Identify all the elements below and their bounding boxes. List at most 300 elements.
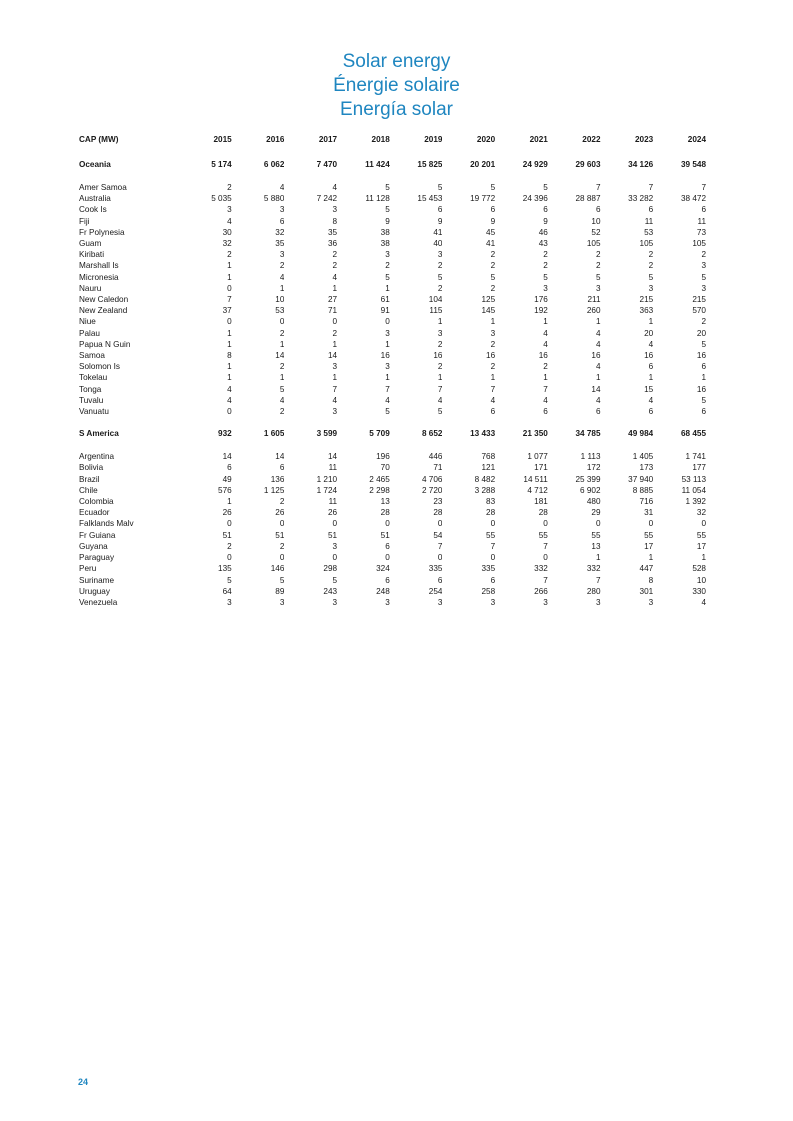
country-value: 51: [327, 530, 338, 540]
country-value: 104: [428, 295, 443, 305]
country-value: 1: [595, 373, 601, 383]
country-name: Australia: [79, 194, 111, 204]
country-value: 3: [701, 261, 706, 271]
country-name: Papua N Guin: [79, 339, 131, 349]
country-value: 570: [692, 306, 706, 316]
year-header: 2022: [582, 135, 601, 144]
country-value: 9: [490, 216, 496, 226]
country-value: 1: [701, 553, 706, 563]
country-name: Brazil: [79, 474, 100, 484]
country-value: 3: [385, 250, 390, 260]
country-value: 0: [227, 407, 232, 417]
country-value: 0: [279, 519, 285, 529]
country-value: 1 113: [580, 452, 601, 462]
country-value: 2: [595, 250, 601, 260]
country-value: 254: [428, 586, 443, 596]
country-value: 5: [701, 395, 706, 405]
country-value: 15 453: [417, 194, 443, 204]
region-total-value: 5 709: [369, 429, 390, 439]
country-value: 7: [543, 575, 548, 585]
country-value: 4: [385, 395, 390, 405]
country-value: 1: [648, 317, 654, 327]
country-value: 176: [534, 295, 548, 305]
country-value: 55: [644, 530, 654, 540]
country-value: 40: [433, 239, 443, 249]
country-value: 1: [227, 362, 232, 372]
country-value: 0: [332, 519, 338, 529]
country-value: 0: [279, 553, 285, 563]
country-value: 16: [644, 351, 654, 361]
country-value: 2: [490, 283, 496, 293]
country-value: 11: [697, 216, 706, 226]
country-value: 14 511: [523, 474, 548, 484]
country-value: 0: [648, 519, 654, 529]
country-value: 4: [701, 597, 706, 607]
country-value: 115: [429, 306, 443, 316]
country-name: Nauru: [79, 283, 102, 293]
country-value: 2: [279, 407, 285, 417]
country-value: 7: [595, 575, 601, 585]
region-total-value: 7 470: [316, 160, 338, 169]
country-value: 2: [332, 261, 338, 271]
country-value: 1: [279, 283, 285, 293]
country-value: 14: [327, 351, 338, 361]
country-value: 16: [591, 351, 601, 361]
country-value: 105: [586, 239, 601, 249]
country-value: 248: [376, 586, 390, 596]
country-value: 83: [486, 497, 496, 507]
country-value: 2: [490, 362, 496, 372]
country-value: 2: [595, 261, 601, 271]
region-total-value: 68 455: [680, 429, 706, 439]
country-value: 13: [591, 541, 601, 551]
capacity-table: [79, 133, 706, 608]
country-value: 4: [595, 339, 601, 349]
year-header: 2024: [687, 135, 706, 144]
country-value: 70: [380, 463, 390, 473]
region-total-value: 13 433: [470, 429, 496, 439]
country-value: 31: [644, 508, 654, 518]
country-value: 332: [586, 564, 601, 574]
country-value: 2 465: [369, 474, 390, 484]
title-spanish: Energía solar: [339, 99, 453, 120]
country-value: 105: [639, 239, 654, 249]
country-value: 2: [279, 261, 285, 271]
country-value: 5: [701, 272, 706, 282]
country-value: 5: [437, 407, 443, 417]
country-value: 2: [279, 497, 285, 507]
country-value: 480: [586, 497, 601, 507]
country-value: 0: [332, 317, 338, 327]
country-value: 181: [534, 497, 548, 507]
year-header: 2023: [634, 135, 654, 144]
country-value: 8: [227, 351, 232, 361]
country-value: 35: [327, 227, 338, 237]
title-english: Solar energy: [342, 51, 451, 72]
country-name: Fiji: [79, 216, 90, 226]
country-value: 10: [591, 216, 601, 226]
country-value: 4: [227, 395, 232, 405]
country-value: 6: [279, 216, 285, 226]
country-value: 3: [332, 205, 338, 215]
country-row: [79, 328, 706, 339]
region-name: Oceania: [79, 160, 111, 169]
country-row: [79, 586, 706, 597]
country-value: 716: [639, 497, 654, 507]
country-value: 335: [481, 564, 496, 574]
country-name: Fr Guiana: [79, 530, 116, 540]
country-value: 2: [437, 261, 443, 271]
country-value: 5 035: [211, 194, 232, 204]
country-value: 2: [437, 283, 443, 293]
country-name: Tonga: [79, 384, 102, 394]
country-value: 2: [490, 261, 496, 271]
year-header: 2018: [371, 135, 390, 144]
country-value: 324: [376, 564, 390, 574]
country-value: 4: [332, 395, 338, 405]
country-value: 1: [227, 497, 232, 507]
country-row: [79, 272, 706, 283]
country-value: 14: [275, 351, 285, 361]
country-value: 6: [648, 205, 654, 215]
region-total-value: 20 201: [470, 160, 496, 169]
page-titles: [0, 50, 793, 122]
country-value: 0: [385, 317, 390, 327]
country-row: [79, 182, 706, 193]
country-name: Marshall Is: [79, 261, 119, 271]
country-value: 3: [543, 597, 548, 607]
country-value: 0: [543, 519, 548, 529]
country-value: 28: [538, 508, 548, 518]
country-value: 1: [543, 317, 548, 327]
country-value: 55: [538, 530, 548, 540]
country-value: 71: [433, 463, 443, 473]
year-header: 2020: [476, 135, 496, 144]
country-value: 280: [586, 586, 601, 596]
country-name: Guyana: [79, 541, 108, 551]
spacer-cell: [79, 441, 706, 451]
country-value: 4: [227, 384, 232, 394]
country-value: 5: [385, 272, 390, 282]
country-value: 6: [648, 407, 654, 417]
country-value: 2 720: [421, 485, 443, 495]
country-value: 6: [437, 205, 443, 215]
country-row: [79, 216, 706, 227]
country-row: [79, 260, 706, 271]
country-value: 2: [437, 339, 443, 349]
country-row: [79, 451, 706, 462]
country-name: Vanuatu: [79, 407, 109, 417]
country-value: 14: [222, 452, 232, 462]
country-value: 5: [385, 407, 390, 417]
country-value: 14: [327, 452, 338, 462]
country-name: Falklands Malv: [79, 519, 134, 529]
country-value: 5 880: [263, 194, 285, 204]
country-name: Kiribati: [79, 250, 105, 260]
country-value: 105: [692, 239, 706, 249]
country-value: 43: [538, 239, 548, 249]
country-value: 55: [591, 530, 601, 540]
country-row: [79, 249, 706, 260]
country-value: 13: [380, 497, 390, 507]
country-value: 6: [385, 541, 390, 551]
country-value: 3: [543, 283, 548, 293]
country-value: 3: [437, 250, 443, 260]
country-value: 1: [701, 373, 706, 383]
country-value: 10: [275, 295, 285, 305]
country-value: 4 712: [527, 485, 548, 495]
country-value: 5: [701, 339, 706, 349]
country-value: 5: [648, 272, 654, 282]
country-row: [79, 204, 706, 215]
country-row: [79, 474, 706, 485]
country-value: 1 741: [685, 452, 706, 462]
country-row: [79, 530, 706, 541]
country-value: 30: [222, 227, 232, 237]
country-row: [79, 395, 706, 406]
country-row: [79, 384, 706, 395]
country-value: 4: [543, 328, 548, 338]
country-row: [79, 597, 706, 608]
country-name: Uruguay: [79, 586, 110, 596]
region-total-value: 34 126: [628, 160, 654, 169]
country-value: 20: [644, 328, 654, 338]
country-value: 20: [696, 328, 706, 338]
region-total-value: 24 929: [522, 160, 548, 169]
country-value: 7: [437, 384, 443, 394]
country-value: 1: [227, 261, 232, 271]
country-value: 0: [490, 553, 496, 563]
country-value: 1: [227, 328, 232, 338]
country-row: [79, 552, 706, 563]
country-value: 4: [543, 395, 548, 405]
country-row: [79, 305, 706, 316]
country-value: 11 054: [681, 485, 706, 495]
country-value: 0: [437, 553, 443, 563]
country-value: 171: [534, 463, 548, 473]
country-value: 11: [328, 497, 338, 507]
country-name: New Zealand: [79, 306, 128, 316]
country-value: 5: [490, 183, 496, 192]
country-value: 192: [534, 306, 548, 316]
country-value: 1: [385, 339, 390, 349]
country-value: 121: [481, 463, 496, 473]
region-total-value: 29 603: [575, 160, 601, 169]
country-value: 38: [380, 239, 390, 249]
country-value: 1: [648, 373, 654, 383]
country-value: 28: [433, 508, 443, 518]
country-value: 135: [218, 564, 232, 574]
country-value: 64: [222, 586, 232, 596]
country-name: Niue: [79, 317, 96, 327]
country-row: [79, 541, 706, 552]
table-header-row: [79, 133, 706, 147]
country-value: 27: [327, 295, 338, 305]
country-value: 2: [543, 250, 548, 260]
region-total-value: 6 062: [263, 160, 285, 169]
spacer-row: [79, 172, 706, 182]
country-value: 5: [543, 272, 548, 282]
country-value: 332: [534, 564, 548, 574]
country-value: 2: [701, 250, 706, 260]
country-value: 4: [648, 395, 654, 405]
country-value: 4: [595, 362, 601, 372]
country-name: Solomon Is: [79, 362, 120, 372]
country-value: 3: [385, 597, 390, 607]
region-total-value: 21 350: [522, 429, 548, 439]
country-value: 9: [437, 216, 443, 226]
year-header: 2016: [266, 135, 285, 144]
country-value: 6: [227, 463, 232, 473]
country-value: 16: [696, 384, 706, 394]
country-value: 0: [227, 317, 232, 327]
region-total-row: [79, 427, 706, 441]
country-value: 2: [385, 261, 390, 271]
country-value: 6: [648, 362, 654, 372]
country-value: 3: [279, 205, 285, 215]
country-name: Bolivia: [79, 463, 104, 473]
region-total-value: 39 548: [680, 160, 706, 169]
year-header: 2015: [213, 135, 232, 144]
spacer-cell: [79, 172, 706, 182]
country-value: 9: [385, 216, 390, 226]
country-value: 4: [490, 395, 496, 405]
country-value: 172: [586, 463, 601, 473]
country-value: 5: [227, 575, 232, 585]
country-value: 91: [380, 306, 390, 316]
country-value: 3: [595, 283, 601, 293]
title-french: Énergie solaire: [333, 75, 460, 96]
country-value: 446: [428, 452, 443, 462]
country-value: 6: [595, 205, 601, 215]
country-value: 2: [490, 339, 496, 349]
country-value: 6: [279, 463, 285, 473]
country-value: 6: [595, 407, 601, 417]
country-value: 1 210: [316, 474, 338, 484]
country-value: 2: [332, 250, 338, 260]
country-value: 26: [275, 508, 285, 518]
country-name: Ecuador: [79, 508, 110, 518]
country-value: 3: [332, 597, 338, 607]
country-value: 6: [701, 362, 706, 372]
country-value: 6: [543, 407, 548, 417]
country-value: 1: [332, 339, 338, 349]
country-row: [79, 507, 706, 518]
region-total-value: 15 825: [417, 160, 443, 169]
country-value: 61: [380, 295, 390, 305]
country-row: [79, 372, 706, 383]
country-value: 53: [644, 227, 654, 237]
country-value: 46: [538, 227, 548, 237]
country-value: 266: [534, 586, 548, 596]
country-value: 5: [279, 384, 285, 394]
country-value: 4: [332, 272, 338, 282]
country-value: 0: [332, 553, 338, 563]
country-value: 17: [644, 541, 654, 551]
country-value: 196: [376, 452, 390, 462]
country-value: 52: [591, 227, 601, 237]
country-value: 301: [639, 586, 654, 596]
country-name: Palau: [79, 328, 100, 338]
country-value: 32: [696, 508, 706, 518]
country-value: 4: [648, 339, 654, 349]
country-value: 2: [701, 317, 706, 327]
spacer-row: [79, 417, 706, 427]
country-value: 35: [275, 239, 285, 249]
country-value: 2: [543, 261, 548, 271]
country-value: 125: [481, 295, 496, 305]
country-name: Amer Samoa: [79, 183, 127, 192]
country-value: 3: [332, 407, 338, 417]
country-name: Peru: [79, 564, 97, 574]
country-value: 38: [380, 227, 390, 237]
country-value: 0: [595, 519, 601, 529]
country-value: 5: [385, 205, 390, 215]
country-value: 0: [227, 519, 232, 529]
country-row: [79, 406, 706, 417]
country-value: 16: [696, 351, 706, 361]
country-value: 1 125: [263, 485, 285, 495]
country-value: 258: [481, 586, 496, 596]
country-value: 2: [227, 541, 232, 551]
country-row: [79, 518, 706, 529]
country-value: 4: [332, 183, 338, 192]
country-value: 2: [332, 328, 338, 338]
country-value: 2: [279, 328, 285, 338]
region-total-value: 932: [218, 429, 232, 439]
country-value: 1: [595, 553, 601, 563]
country-value: 28: [486, 508, 496, 518]
country-value: 7: [701, 183, 706, 192]
country-value: 9: [543, 216, 548, 226]
country-value: 7: [227, 295, 232, 305]
country-value: 32: [222, 239, 232, 249]
country-value: 1: [332, 373, 338, 383]
country-value: 11 128: [365, 194, 390, 204]
country-value: 2: [279, 541, 285, 551]
country-value: 26: [327, 508, 338, 518]
country-value: 0: [385, 519, 390, 529]
country-value: 528: [692, 564, 706, 574]
country-value: 215: [639, 295, 654, 305]
country-value: 7: [543, 384, 548, 394]
country-value: 3: [490, 328, 496, 338]
country-value: 3: [332, 362, 338, 372]
country-value: 7: [385, 384, 390, 394]
country-value: 7: [595, 183, 601, 192]
country-value: 4: [279, 183, 285, 192]
country-value: 54: [433, 530, 443, 540]
country-value: 38 472: [680, 194, 706, 204]
country-value: 0: [279, 317, 285, 327]
country-value: 6: [701, 205, 706, 215]
country-value: 0: [490, 519, 496, 529]
region-total-row: [79, 158, 706, 172]
country-value: 51: [380, 530, 390, 540]
country-value: 330: [692, 586, 706, 596]
country-value: 15: [644, 384, 654, 394]
country-value: 215: [692, 295, 706, 305]
country-value: 53: [275, 306, 285, 316]
country-row: [79, 462, 706, 473]
country-value: 89: [275, 586, 285, 596]
year-header: 2019: [424, 135, 443, 144]
country-value: 2: [279, 362, 285, 372]
country-value: 11: [644, 216, 654, 226]
country-value: 1: [490, 317, 496, 327]
country-value: 177: [692, 463, 706, 473]
country-value: 2 298: [369, 485, 390, 495]
